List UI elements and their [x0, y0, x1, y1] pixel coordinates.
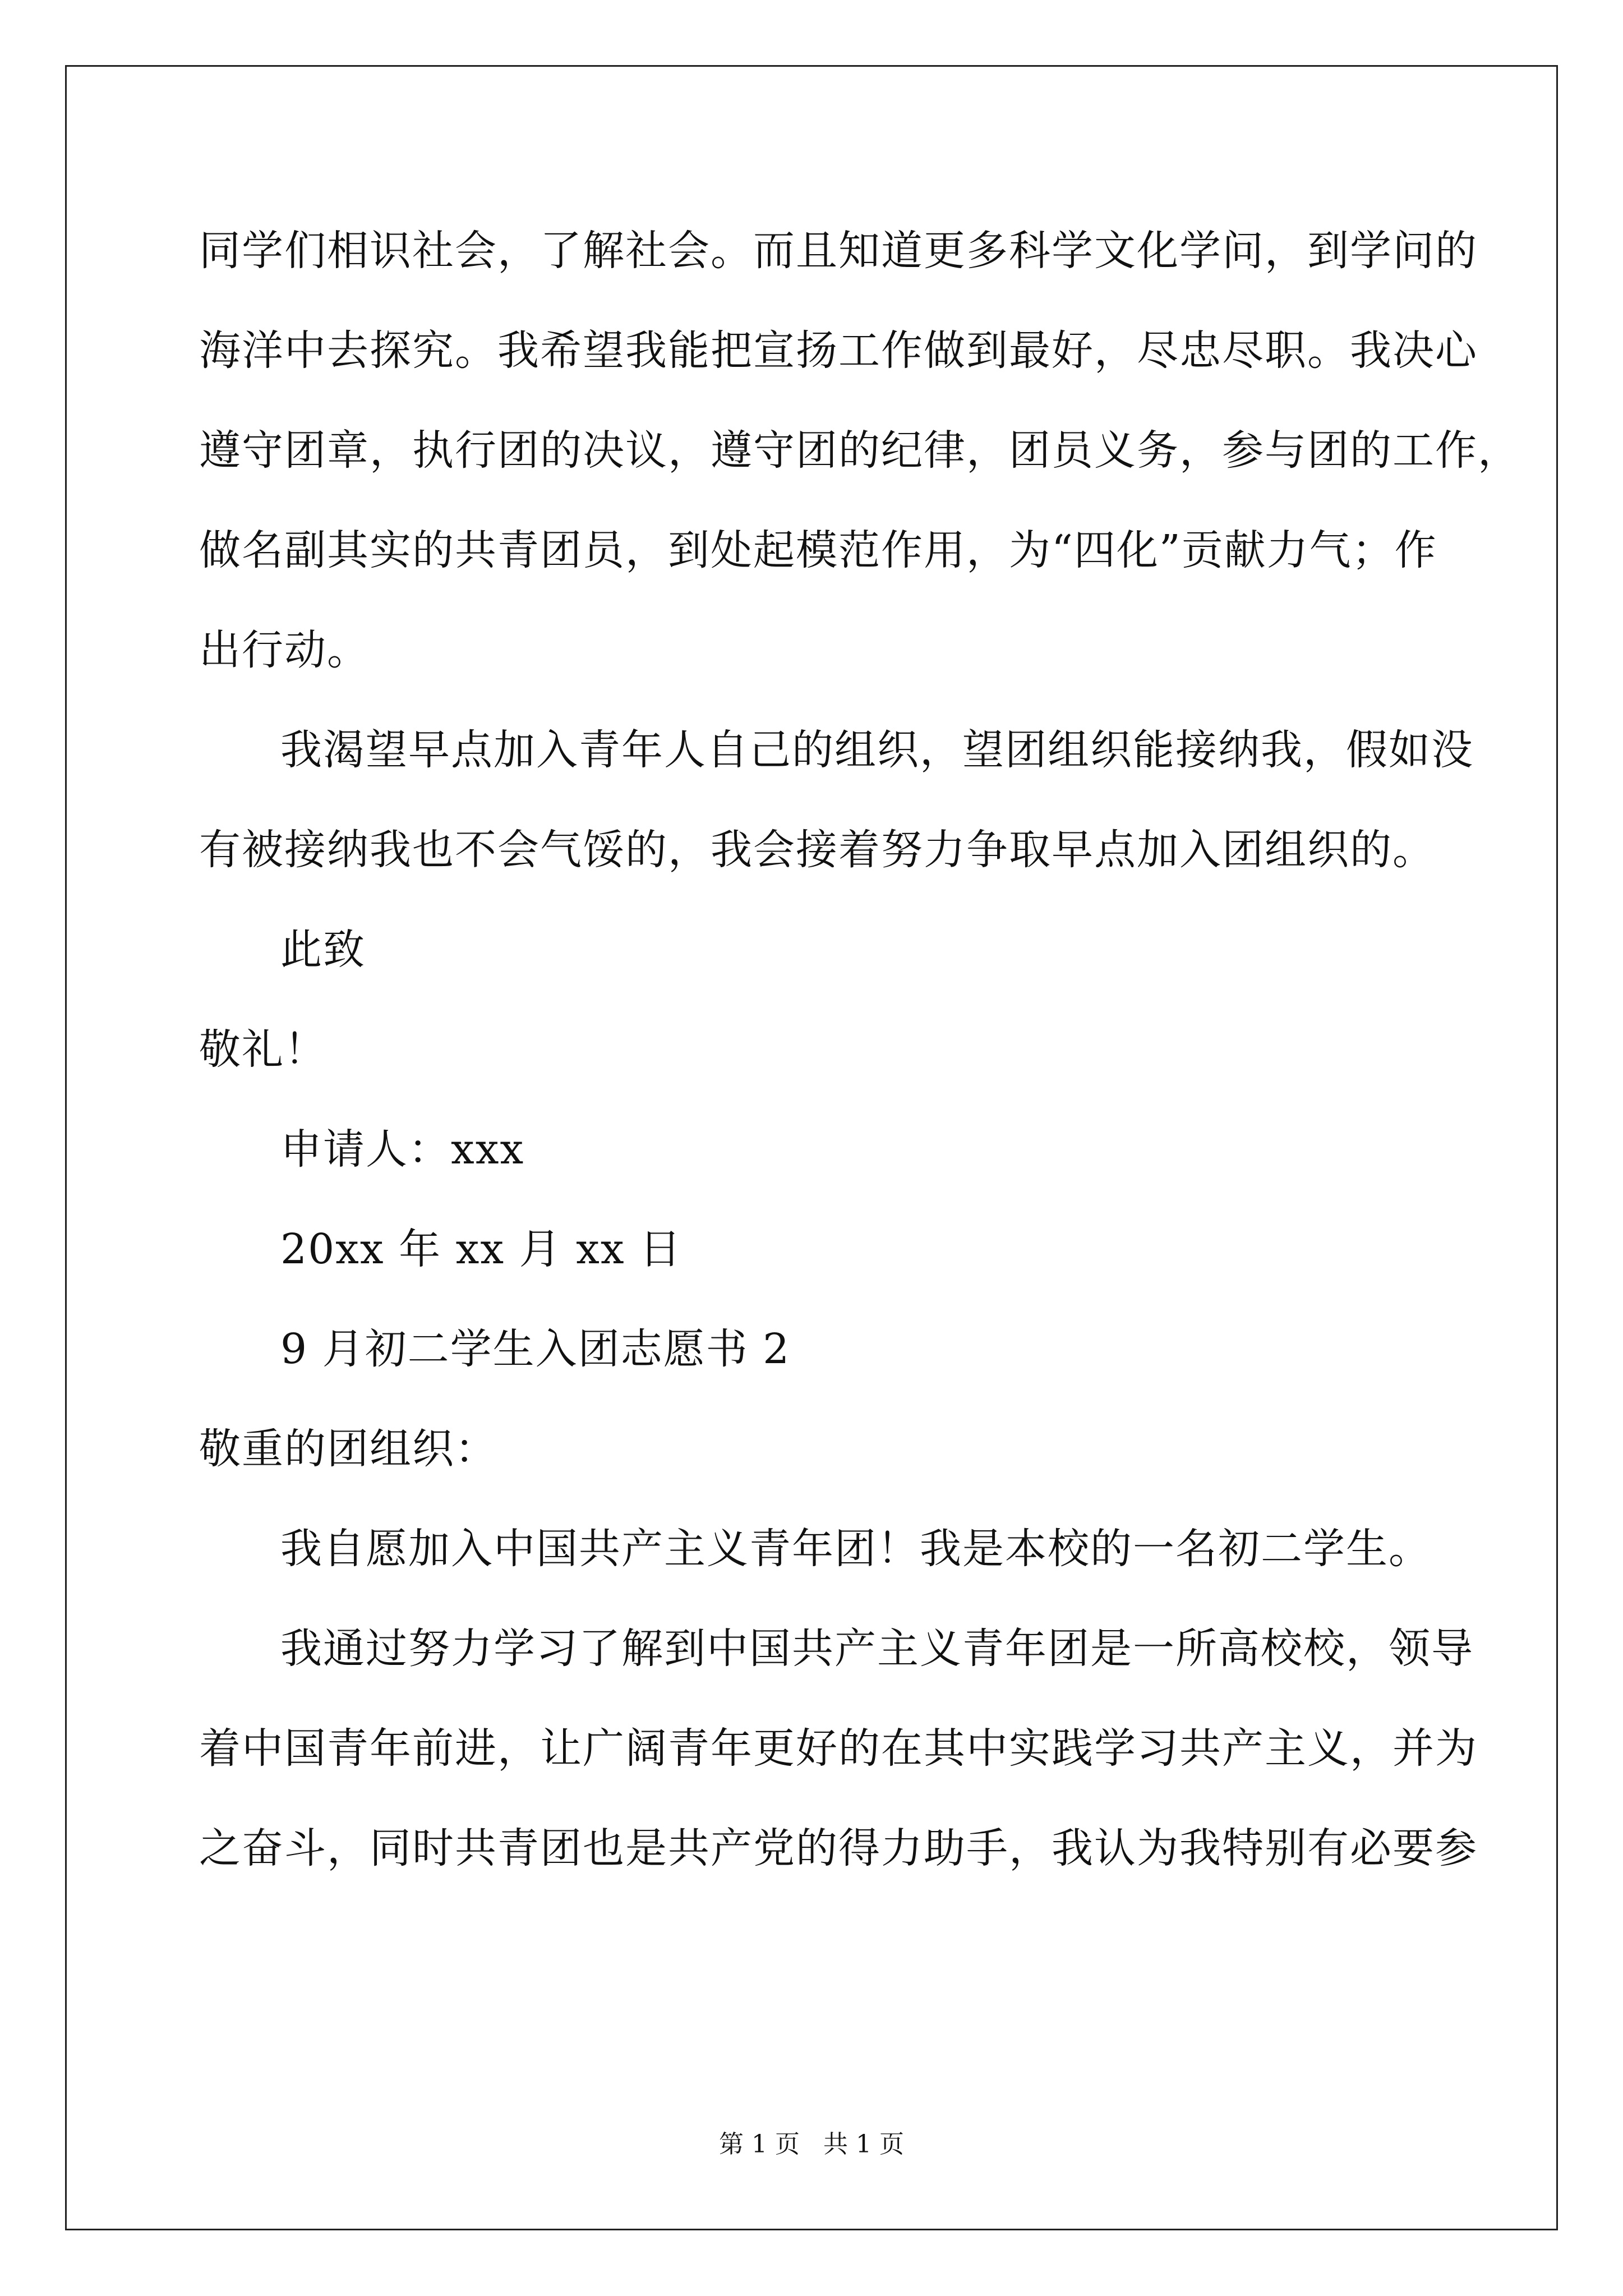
greeting-line: 敬重的团组织：	[199, 1425, 497, 1473]
section-title: 9 月初二学生入团志愿书 2	[280, 1325, 791, 1373]
body-text-line: 遵守团章，执行团的决议，遵守团的纪律，团员义务，参与团的工作，	[199, 426, 1520, 475]
body-text-line: 着中国青年前进，让广阔青年更好的在其中实践学习共产主义，并为	[199, 1724, 1478, 1773]
body-text-line: 我渴望早点加入青年人自己的组织，望团组织能接纳我，假如没	[280, 726, 1474, 774]
body-text-line: 海洋中去探究。我希望我能把宣扬工作做到最好，尽忠尽职。我决心	[199, 326, 1478, 375]
body-text-line: 出行动。	[199, 626, 370, 674]
closing-salutation: 此致	[280, 926, 366, 974]
body-text-line: 同学们相识社会，了解社会。而且知道更多科学文化学问，到学问的	[199, 227, 1478, 275]
page-footer: 第 1 页 共 1 页	[719, 2130, 904, 2159]
body-text-line: 我通过努力学习了解到中国共产主义青年团是一所高校校，领导	[280, 1625, 1474, 1673]
applicant-name: 申请人：xxx	[280, 1125, 525, 1174]
body-text-line: 我自愿加入中国共产主义青年团！我是本校的一名初二学生。	[280, 1525, 1431, 1573]
closing-regards: 敬礼！	[199, 1025, 327, 1074]
body-text-line: 之奋斗，同时共青团也是共产党的得力助手，我认为我特别有必要参	[199, 1824, 1478, 1872]
date-line: 20xx 年 xx 月 xx 日	[280, 1225, 683, 1273]
body-text-line: 有被接纳我也不会气馁的，我会接着努力争取早点加入团组织的。	[199, 826, 1435, 874]
body-text-line: 做名副其实的共青团员，到处起模范作用，为“四化”贡献力气；作	[199, 526, 1437, 574]
